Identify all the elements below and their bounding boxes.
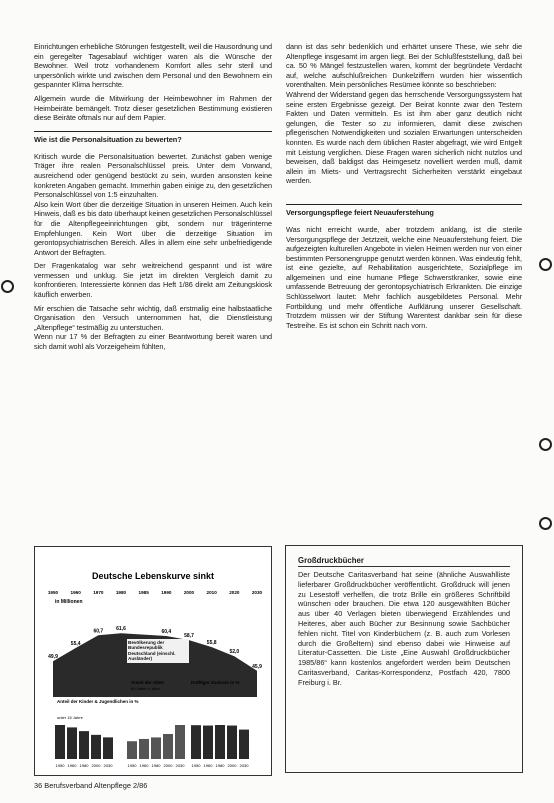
data-label: 60,4	[161, 629, 172, 636]
bar-year-label: 2000	[163, 763, 173, 768]
bar	[67, 727, 77, 759]
bar	[127, 741, 137, 759]
paragraph: Also kein Wort über die derzeitige Situation in unseren Heimen. Auch kein Hinweis, daß es bis dato überhaupt keinen gesetzlichen Personalschlüssel für die Altenpflegeeinrichtungen gibt, sondern nur trägerinterne Empfehlungen. Kein Wort über die derzeitige Situation im gerontopsychiatrischen Bereich. Alles in allem eine sehr unbefriedigende Antwort der Befragten.	[34, 199, 272, 257]
bar	[215, 725, 225, 759]
bar-year-label: 1960	[203, 763, 213, 768]
year-tick-label: 2010	[206, 590, 217, 595]
divider	[286, 204, 522, 205]
paragraph: Kritisch wurde die Personalsituation bewertet. Zunächst gaben wenige Träger ihre realen Personalschlüssel preis. Unter dem Vorwand, ausreichend oder genügend bestückt zu sein, wurden ansonsten keine konkreten Angaben gemacht. Immerhin gaben einige zu, den gesetzlichen Personalschlüssel von 1:5 einzuhalten.	[34, 151, 272, 200]
bar	[175, 725, 185, 759]
page-footer: 36 Berufsverband Altenpflege 2/86	[34, 781, 148, 790]
bar	[191, 725, 201, 759]
unit-label: in Millionen	[55, 599, 83, 605]
left-group-sub: unter 15 Jahre	[57, 715, 83, 720]
section-heading: Versorgungspflege feiert Neuauferstehung	[286, 207, 434, 217]
population-chart	[35, 547, 271, 775]
year-tick-label: 2020	[229, 590, 240, 595]
mid-group-sub: 60 Jahre u. älter	[131, 686, 160, 691]
right-column	[286, 42, 522, 334]
center-label: Bevölkerung der Bundesrepublik Deutschland (einschl. Ausländer)	[127, 639, 189, 663]
paragraph: Während der Widerstand gegen das herrschende Versorgungssystem hat seine ersten Ergebnisse gezeigt. Der Beirat konnte zwar den Testern Fakten und Daten vermitteln. Es ist ihm aber ganz deutlich nicht gelungen, die Tester so zu informieren, damit diese zwischen pflegerischen Notwendigkeiten und sozialen Erwartungen unterscheiden konnten. Es wurde nach dem üblichen Raster abgefragt, wie wird Entgelt mit Leistung verglichen. Diese Fragen waren sicherlich nicht nutzlos und beweisen, daß baldigst das Heimgesetz novelliert werden muß, damit allein im Miets- und Vertragsrecht Sicherheiten verstärkt eingebaut werden.	[286, 89, 522, 186]
data-label: 45,9	[252, 663, 262, 670]
mid-group-label: Anteil der Alten	[131, 680, 165, 685]
year-tick-label: 2030	[251, 590, 263, 595]
year-tick-label: 2000	[183, 590, 195, 595]
bar-year-label: 2030	[175, 763, 185, 768]
bar-year-label: 1950	[127, 763, 137, 768]
bar-year-label: 1960	[67, 763, 77, 768]
bar	[227, 726, 237, 759]
bar-year-label: 1950	[191, 763, 201, 768]
section-heading: Wie ist die Personalsituation zu bewerten?	[34, 134, 182, 144]
divider	[34, 131, 272, 132]
bar-year-label: 1950	[55, 763, 65, 768]
paragraph: Allgemein wurde die Mitwirkung der Heimbewohner im Rahmen der Heimbeiräte bemängelt. Trotz dieser gesetzlichen Bestimmung existieren diese Beiräte oftmals nur auf dem Papier.	[34, 93, 272, 123]
bar	[163, 734, 173, 759]
paragraph: dann ist das sehr bedenklich und erhärtet unsere These, wie sehr die Altenpflege insgesamt im argen liegt. Bei der Schlußfeststellung, daß bei ca. 50 % Mängel festzustellen waren, kommt der begründete Verdacht auf, welche aufschlußreichen Dunkelziffern wurden hier wissentlich vorenthalten. Mein persönliches Resümee könnte so beschrieben:	[286, 42, 522, 90]
bar	[91, 735, 101, 759]
paragraph: Mir erschien die Tatsache sehr wichtig, daß erstmalig eine halbstaatliche Organisation den Versuch unternommen hat, die Dienstleistung „Altenpflege“ testmäßig zu unterstuchen.	[34, 303, 272, 332]
year-tick-label: 1970	[93, 590, 104, 595]
punch-hole-icon	[539, 438, 552, 451]
right-group-label: Kräftiger Zustrom in %	[191, 680, 240, 685]
center-label-box	[127, 639, 189, 665]
data-label: 49,9	[48, 654, 58, 661]
bar-year-label: 2000	[227, 763, 237, 768]
bar	[139, 739, 149, 759]
info-box	[285, 545, 523, 773]
year-tick-label: 1985	[138, 590, 149, 595]
bar-groups	[55, 725, 249, 768]
box-title: Großdruckbücher	[298, 556, 364, 565]
data-label: 55,4	[70, 641, 81, 648]
bar-year-label: 1960	[139, 763, 149, 768]
bar	[239, 730, 249, 759]
box-text: Der Deutsche Caritasverband hat seine (ähnliche Auswahlliste lieferbarer Großdruckbücher veröffentlicht. Großdruck will jenen zu Lesestoff verhelfen, die trotz Brille ein größeres Schriftbild wünschen oder brauchen. Die etwa 120 ausgewählten Bücher aus über 40 Verlagen bieten überwiegend Erzählendes und Heiteres, aber auch Bücher zur Besinnung sowie Sachbücher fehlen nicht. Titel von Kinderbüchern (z. B. auch zum Vorlesen durch die Großeltern) sind ebenso dabei wie Hinweise auf Literatur-Cassetten. Die Liste „Eine Auswahl Großdruckbücher 1985/86“ kann kostenlos angefordert werden beim Deutschen Caritasverband, Caritas-Korrespondenz, Postfach 420, 7800 Freiburg i. Br.	[298, 570, 510, 687]
data-label: 61,6	[116, 626, 126, 633]
data-label: 52,0	[229, 649, 240, 656]
data-label: 60,7	[93, 628, 104, 635]
bar-year-label: 2030	[103, 763, 113, 768]
bar-year-label: 1980	[215, 763, 225, 768]
chart-figure	[34, 546, 272, 776]
year-tick-label: 1950	[47, 590, 59, 595]
year-tick-label: 1990	[161, 590, 172, 595]
bar-year-label: 1980	[151, 763, 161, 768]
punch-hole-icon	[539, 517, 552, 530]
chart-title: Deutsche Lebenskurve sinkt	[91, 571, 215, 581]
box-divider	[298, 566, 510, 567]
data-label: 55,8	[206, 640, 217, 647]
year-tick-label: 1960	[70, 590, 81, 595]
data-label: 58,7	[184, 633, 194, 640]
paragraph: Was nicht erreicht wurde, aber trotzdem anklang, ist die sterile Versorgungspflege der Jetztzeit, welche eine Neuauferstehung feiert. Die aufgezeigten kulturellen Angebote in vielen Heimen werden nur von einer bestimmten Personengruppe genutzt werden können. Was eindeutig fehlt, ist eine gezielte, auf Rehabilitation ausgerichtete, Sozialpflege im allgemeinen und eine humane Pflege Schwerstkranker, sowie eine umfassende Betreuung der gerontopsychiatrisch Erkrankten. Die einzige Schlüsselwort lautet: Mehr fachlich ausgebildetes Personal. Mehr Fortbildung und mehr öffentliche Aufklärung unserer Gesellschaft. Trotzdem müssen wir der Stiftung Warentest dankbar sein für diese Testreihe. Es ist schon ein Schritt nach vorn.	[286, 224, 523, 330]
left-column	[34, 42, 272, 356]
bar-year-label: 1980	[79, 763, 89, 768]
punch-hole-icon	[1, 280, 14, 293]
punch-hole-icon	[539, 258, 552, 271]
bar	[79, 731, 89, 759]
paragraph: Wenn nur 17 % der Befragten zu einer Beantwortung bereit waren und sich damit wohl als Vorzeigeheim fühlten,	[34, 332, 272, 352]
bar	[203, 726, 213, 759]
year-tick-label: 1980	[115, 590, 127, 595]
bar	[55, 725, 65, 759]
left-group-label: Anteil der Kinder & Jugendlichen in %	[57, 699, 139, 704]
year-axis	[48, 590, 263, 595]
bar-year-label: 2030	[239, 763, 249, 768]
bar-year-label: 2000	[91, 763, 101, 768]
paragraph: Einrichtungen erhebliche Störungen festgestellt, weil die Hausordnung und ein geregelter Tagesablauf wichtiger waren als die Wünsche der Bewohner. Weil trotz vorhandenem Komfort alles sehr steril und unpersönlich wirkte und zwischen dem Personal und den Bewohnern ein gespannter Klima herrschte.	[34, 42, 272, 90]
paragraph: Der Fragenkatalog war sehr weitreichend gespannt und ist wäre vermessen und unklug. Sie jetzt im direkten Vergleich damit zu konfrontieren. Interessierte können das Heft 1/86 direkt am Zeitungskiosk käuflich erwerben.	[34, 261, 272, 300]
bar	[151, 737, 161, 759]
bar	[103, 737, 113, 759]
